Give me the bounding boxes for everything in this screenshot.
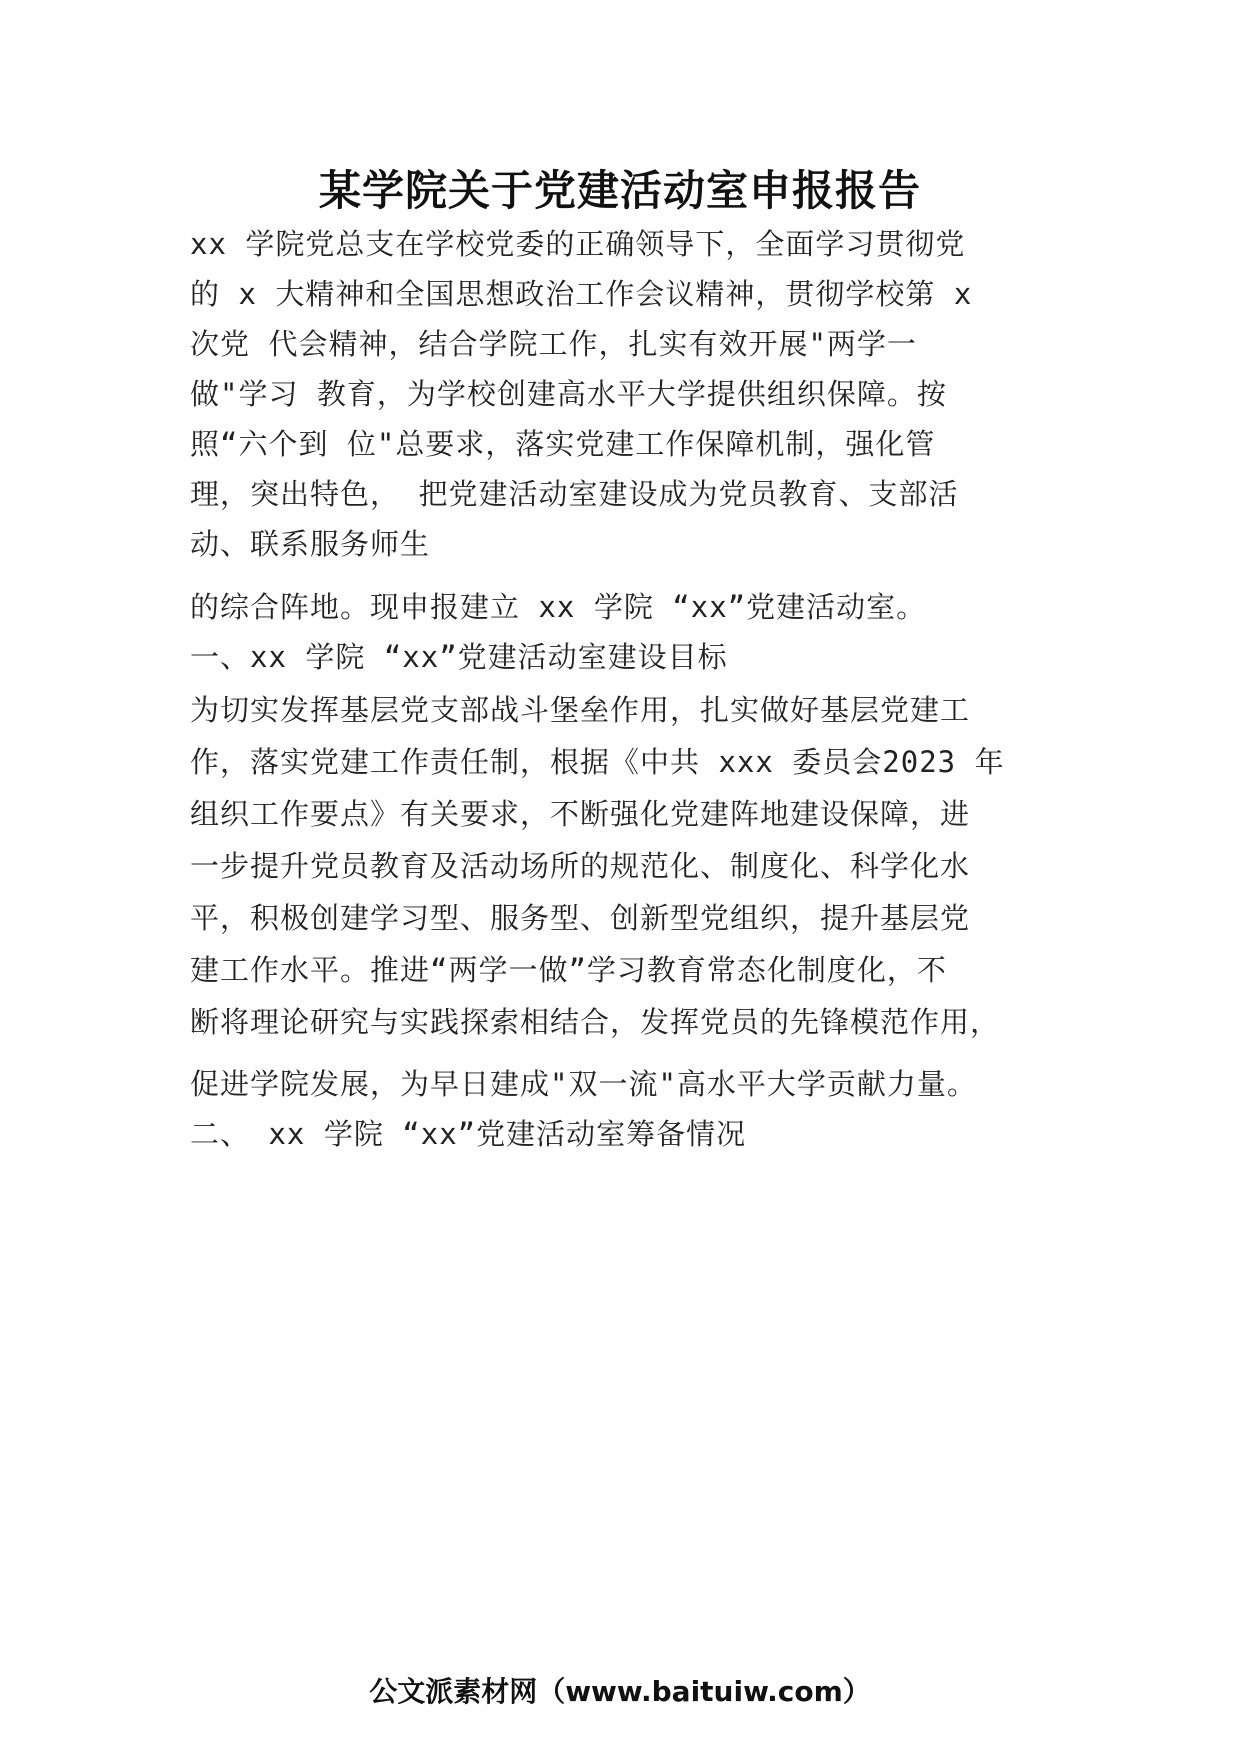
- paragraph-line: 组织工作要点》有关要求，不断强化党建阵地建设保障，进: [190, 797, 971, 831]
- paragraph-line: 断将理论研究与实践探索相结合，发挥党员的先锋模范作用，: [190, 1005, 1001, 1039]
- section-heading-1: 一、xx 学院 “xx”党建活动室建设目标: [190, 640, 728, 674]
- paragraph-line: 做"学习 教育，为学校创建高水平大学提供组织保障。按: [190, 377, 947, 411]
- paragraph-line: 理，突出特色， 把党建活动室建设成为党员教育、支部活: [190, 477, 959, 511]
- section-heading-2: 二、 xx 学院 “xx”党建活动室筹备情况: [190, 1117, 747, 1151]
- paragraph-line: 动、联系服务师生: [190, 527, 431, 561]
- paragraph-line: 的 x 大精神和全国思想政治工作会议精神，贯彻学校第 x: [190, 277, 973, 311]
- paragraph-line: 一步提升党员教育及活动场所的规范化、制度化、科学化水: [190, 849, 971, 883]
- footer-source: 公文派素材网（www.baituiw.com）: [369, 1675, 871, 1708]
- paragraph-line: 为切实发挥基层党支部战斗堡垒作用，扎实做好基层党建工: [190, 693, 971, 727]
- paragraph-line: 促进学院发展，为早日建成"双一流"高水平大学贡献力量。: [190, 1067, 977, 1101]
- paragraph-line: 平，积极创建学习型、服务型、创新型党组织，提升基层党: [190, 901, 971, 935]
- paragraph-line: 作，落实党建工作责任制，根据《中共 xxx 委员会2023 年: [190, 745, 1005, 779]
- paragraph-line: 建工作水平。推进“两学一做”学习教育常态化制度化，不: [190, 953, 947, 987]
- document-title: 某学院关于党建活动室申报报告: [318, 166, 921, 215]
- paragraph-line: 次党 代会精神，结合学院工作，扎实有效开展"两学一: [190, 327, 917, 361]
- paragraph-line: 照“六个到 位"总要求，落实党建工作保障机制，强化管: [190, 427, 936, 461]
- paragraph-line: xx 学院党总支在学校党委的正确领导下，全面学习贯彻党: [190, 227, 966, 261]
- paragraph-line: 的综合阵地。现申报建立 xx 学院 “xx”党建活动室。: [190, 590, 927, 624]
